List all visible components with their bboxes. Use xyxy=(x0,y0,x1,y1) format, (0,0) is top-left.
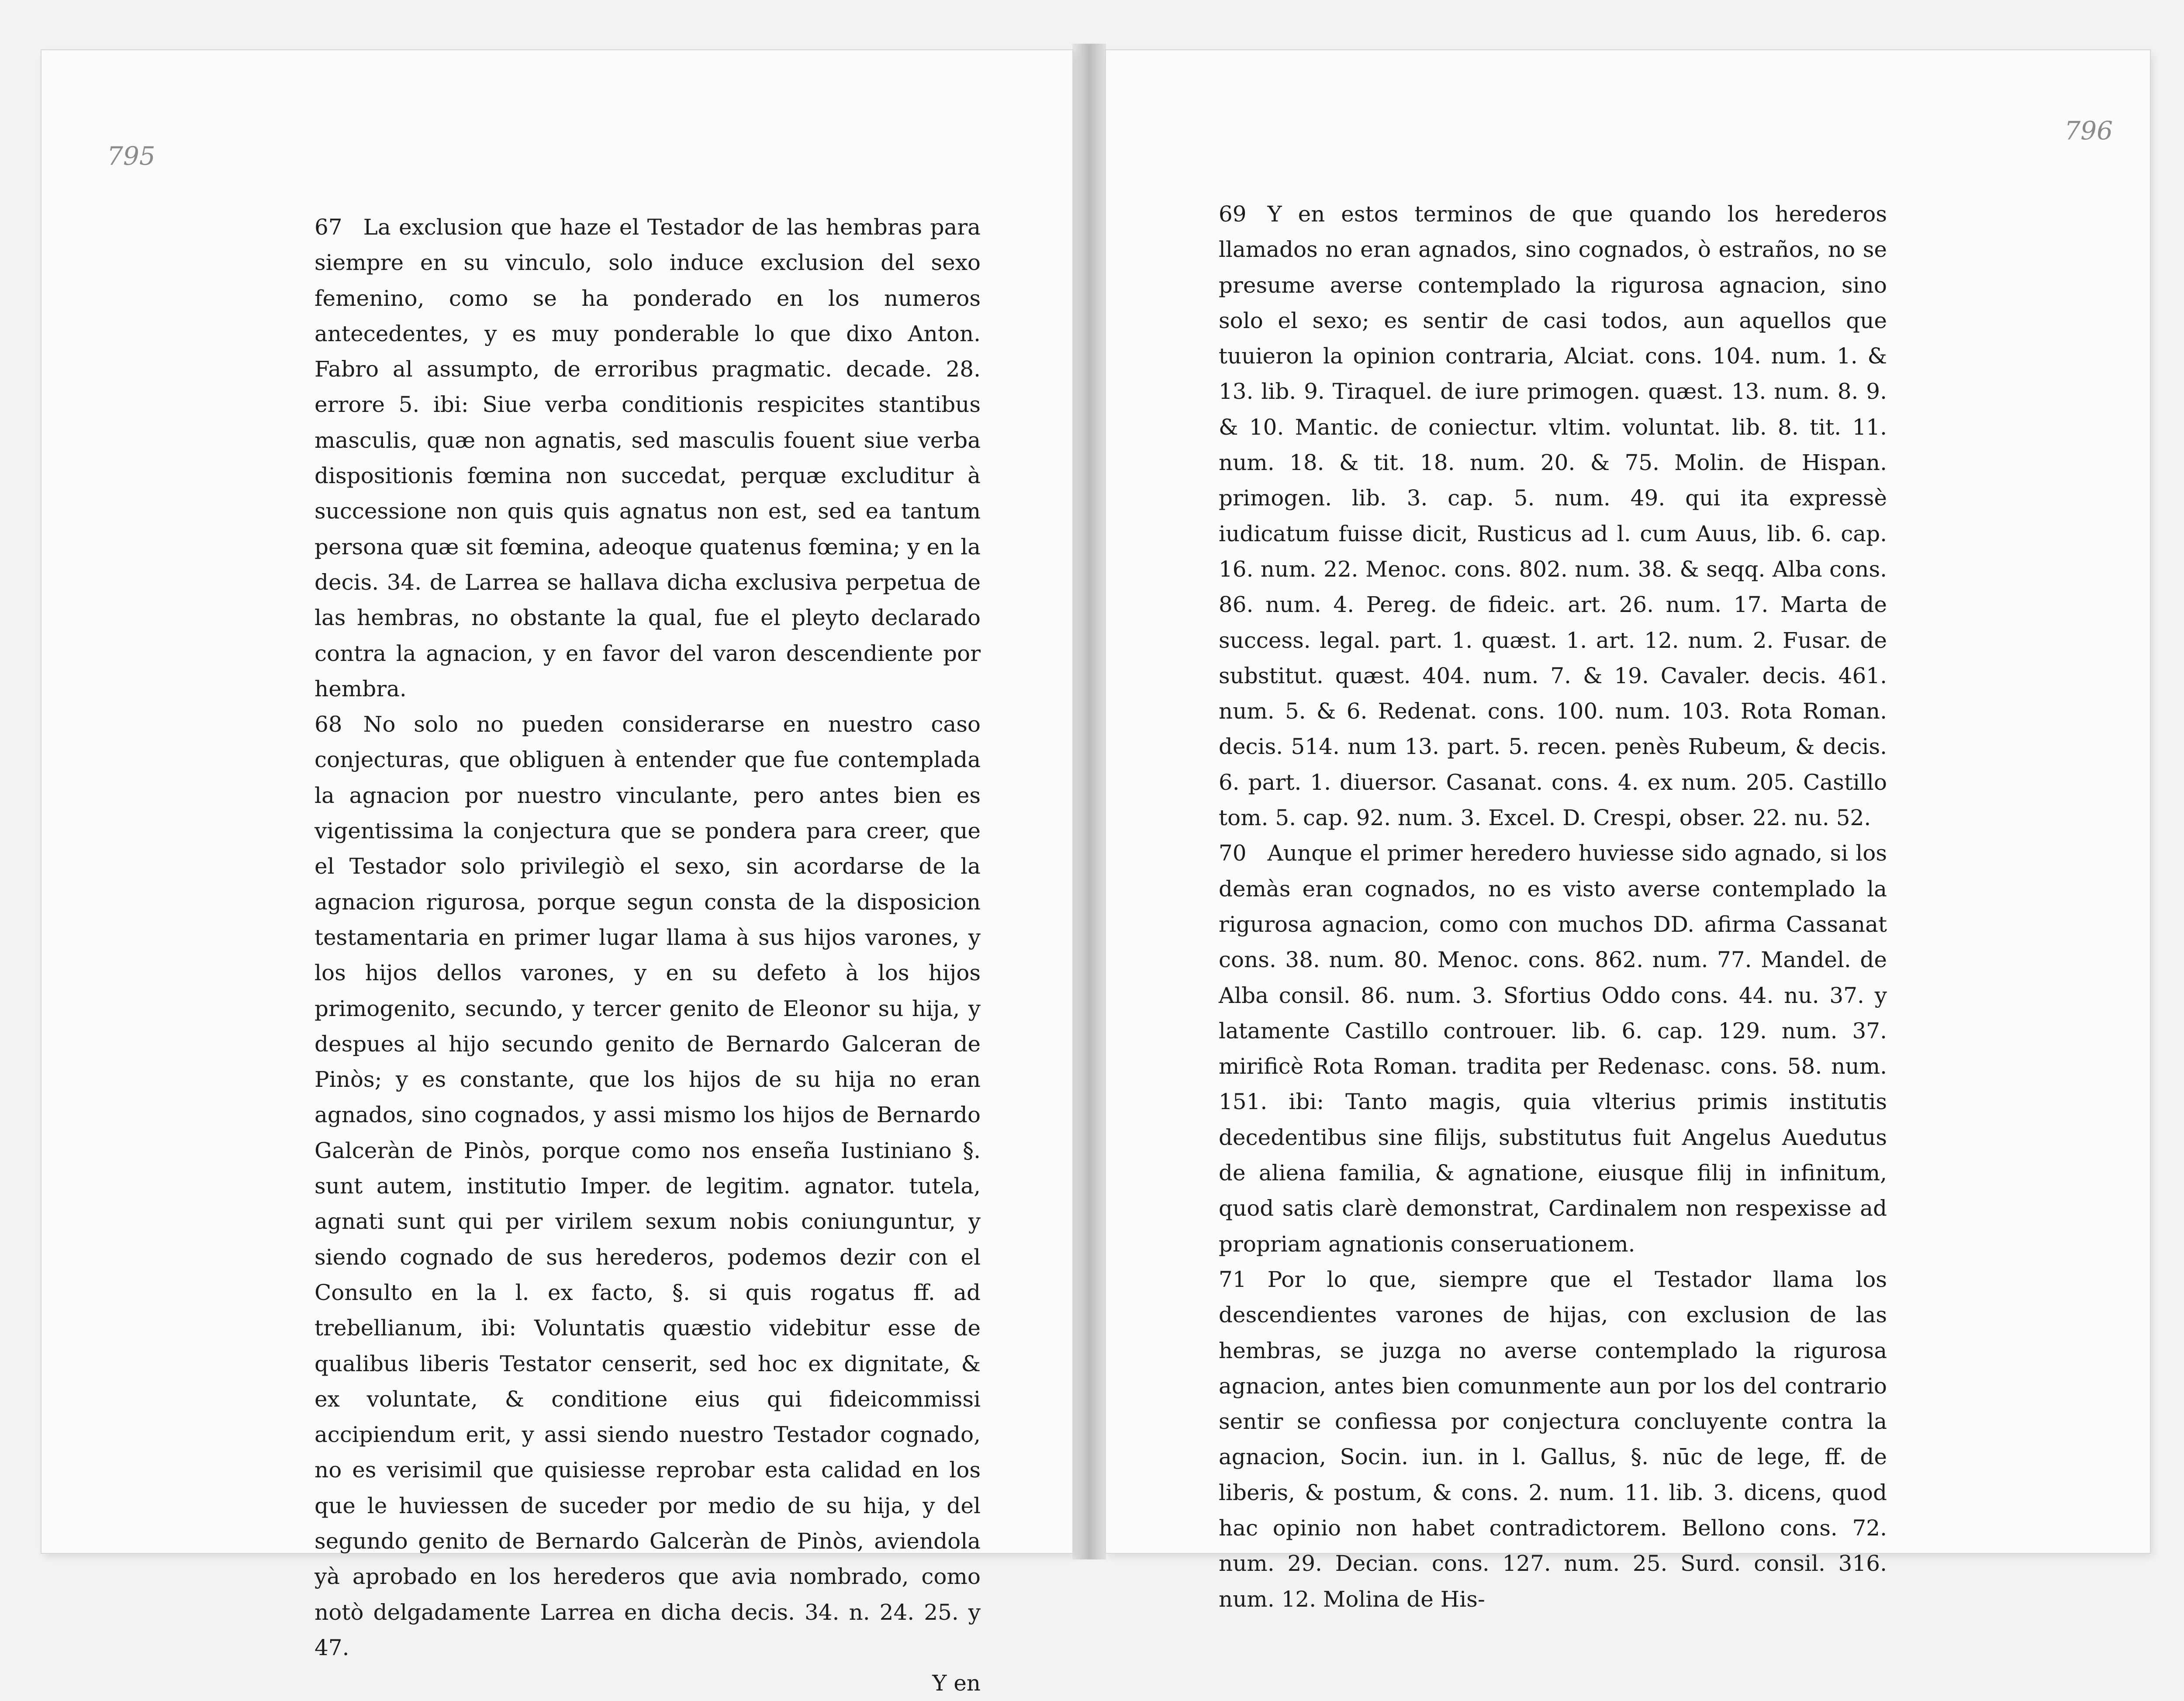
paragraph-67 xyxy=(314,210,981,707)
paragraph-text: Aunque el primer heredero huviesse sido agnado, si los demàs eran cognados, no es visto averse contemplado la rigurosa agnacion, como con muchos DD. afirma Cassanat cons. 38. num. 80. Menoc. cons. 862. num. 77. Mandel. de Alba consil. 86. num. 3. Sfortius Oddo cons. 44. nu. 37. y latamente Castillo controuer. lib. 6. cap. 129. num. 37. mirificè Rota Roman. tradita per Redenasc. cons. 58. num. 151. ibi: Tanto magis, quia vlterius primis institutis decedentibus sine filijs, substitutus fuit Angelus Auedutus de aliena familia, & agnatione, eiusque filij in infinitum, quod satis clarè demonstrat, Cardinalem non respexisse ad propriam agnationis conseruationem. xyxy=(1219,840,1887,1257)
paragraph-text: Por lo que, siempre que el Testador llama los descendientes varones de hijas, con exclusion de las hembras, se juzga no averse contemplado la rigurosa agnacion, antes bien comunmente aun por los del contrario sentir se confiessa por conjectura concluyente contra la agnacion, Socin. iun. in l. Gallus, §. nūc de lege, ff. de liberis, & postum, & cons. 2. num. 11. lib. 3. dicens, quod hac opinio non habet contradictorem. Bellono cons. 72. num. 29. Decian. cons. 127. num. 25. Surd. consil. 316. num. 12. Molina de His- xyxy=(1219,1266,1887,1612)
paragraph-text: La exclusion que haze el Testador de las hembras para siempre en su vinculo, solo induce exclusion del sexo femenino, como se ha ponderado en los numeros antecedentes, y es muy ponderable lo que dixo Anton. Fabro al assumpto, de erroribus pragmatic. decade. 28. errore 5. ibi: Siue verba conditionis respicites stantibus masculis, quæ non agnatis, sed masculis fouent siue verba dispositionis fœmina non succedat, perquæ excluditur à successione non quis quis agnatus non est, sed ea tantum persona quæ sit fœmina, adeoque quatenus fœmina; y en la decis. 34. de Larrea se hallava dicha exclusiva perpetua de las hembras, no obstante la qual, fue el pleyto declarado contra la agnacion, y en favor del varon descendiente por hembra. xyxy=(314,214,981,702)
book-gutter xyxy=(1072,44,1106,1559)
paragraph-70 xyxy=(1219,836,1887,1262)
paragraph-68 xyxy=(314,707,981,1666)
paragraph-text: Y en estos terminos de que quando los herederos llamados no eran agnados, sino cognados, ò estraños, no se presume averse contemplado la rigurosa agnacion, sino solo el sexo; es sentir de casi todos, aun aquellos que tuuieron la opinion contraria, Alciat. cons. 104. num. 1. & 13. lib. 9. Tiraquel. de iure primogen. quæst. 13. num. 8. 9. & 10. Mantic. de coniectur. vltim. voluntat. lib. 8. tit. 11. num. 18. & tit. 18. num. 20. & 75. Molin. de Hispan. primogen. lib. 3. cap. 5. num. 49. qui ita expressè iudicatum fuisse dicit, Rusticus ad l. cum Auus, lib. 6. cap. 16. num. 22. Menoc. cons. 802. num. 38. & seqq. Alba cons. 86. num. 4. Pereg. de fideic. art. 26. num. 17. Marta de success. legal. part. 1. quæst. 1. art. 12. num. 2. Fusar. de substitut. quæst. 404. num. 7. & 19. Cavaler. decis. 461. num. 5. & 6. Redenat. cons. 100. num. 103. Rota Roman. decis. 514. num 13. part. 5. recen. penès Rubeum, & decis. 6. part. 1. diuersor. Casanat. cons. 4. ex num. 205. Castillo tom. 5. cap. 92. num. 3. Excel. D. Crespi, obser. 22. nu. 52. xyxy=(1219,201,1887,831)
paragraph-number: 67 xyxy=(314,214,342,240)
left-text-column xyxy=(314,210,981,1701)
paragraph-number: 70 xyxy=(1219,840,1247,866)
right-text-column xyxy=(1219,197,1887,1617)
paragraph-number: 71 xyxy=(1219,1266,1247,1292)
paragraph-number: 69 xyxy=(1219,201,1247,227)
paragraph-number: 68 xyxy=(314,712,342,737)
folio-number-right: 796 xyxy=(2064,116,2113,145)
folio-number-left: 795 xyxy=(107,141,156,171)
paragraph-text: No solo no pueden considerarse en nuestro caso conjecturas, que obliguen à entender que fue contemplada la agnacion por nuestro vinculante, pero antes bien es vigentissima la conjectura que se pondera para creer, que el Testador solo privilegiò el sexo, sin acordarse de la agnacion rigurosa, porque segun consta de la disposicion testamentaria en primer lugar llama à sus hijos varones, y los hijos dellos varones, y en su defeto à los hijos primogenito, secundo, y tercer genito de Eleonor su hija, y despues al hijo secundo genito de Bernardo Galceran de Pinòs; y es constante, que los hijos de su hija no eran agnados, sino cognados, y assi mismo los hijos de Bernardo Galceràn de Pinòs, porque como nos enseña Iustiniano §. sunt autem, institutio Imper. de legitim. agnator. tutela, agnati sunt qui per virilem sexum nobis coniunguntur, y siendo cognado de sus herederos, podemos dezir con el Consulto en la l. ex facto, §. si quis rogatus ff. ad trebellianum, ibi: Voluntatis quæstio videbitur esse de qualibus liberis Testator censerit, sed hoc ex dignitate, & ex voluntate, & conditione eius qui fideicommissi accipiendum erit, y assi siendo nuestro Testador cognado, no es verisimil que quisiesse reprobar esta calidad en los que le huviessen de suceder por medio de su hija, y del segundo genito de Bernardo Galceràn de Pinòs, aviendola yà aprobado en los herederos que avia nombrado, como notò delgadamente Larrea en dicha decis. 34. n. 24. 25. y 47. xyxy=(314,712,981,1660)
paragraph-71 xyxy=(1219,1262,1887,1617)
catchword: Y en xyxy=(932,1670,981,1696)
paragraph-69 xyxy=(1219,197,1887,836)
